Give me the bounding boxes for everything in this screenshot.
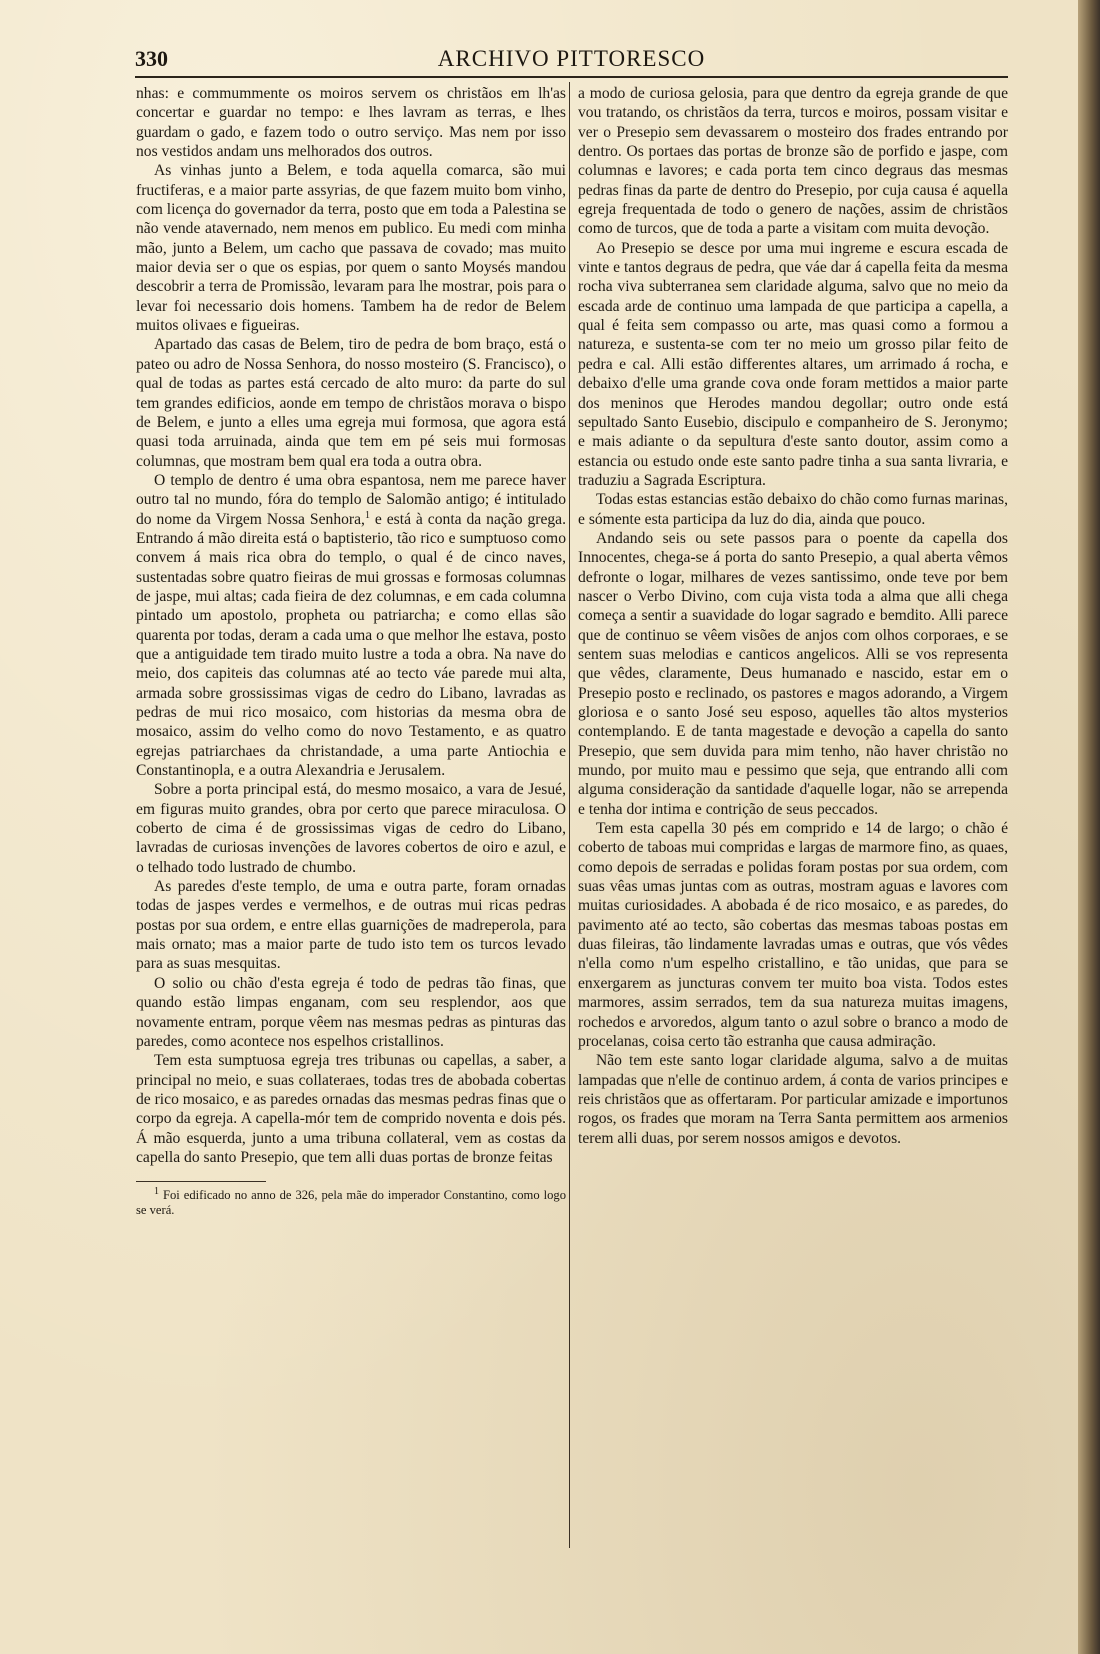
footnote-rule — [136, 1181, 266, 1182]
header-rule — [135, 76, 1008, 78]
paragraph: As paredes d'este templo, de uma e outra parte, foram ornadas todas de jaspes verdes e vermelhos, e de outras mui ricas pedras postas por sua ordem, e entre ellas guarnições de madreperola, para mais ornato; mas a maior parte de tudo isto tem os turcos levado para as suas mesquitas. — [136, 878, 566, 973]
paragraph: Todas estas estancias estão debaixo do chão como furnas marinas, e sómente esta participa da luz do dia, ainda que pouco. — [578, 491, 1009, 528]
footnote-mark: 1 — [154, 1186, 159, 1198]
footnote-text: Foi edificado no anno de 326, pela mãe do imperador Constantino, como logo se verá. — [136, 1188, 566, 1218]
paragraph: Ao Presepio se desce por uma mui ingreme e escura escada de vinte e tantos degraus de pedra, que váe dar á capella feita da mesma rocha viva subterranea sem claridade alguma, salvo que no meio da escada arde de continuo uma lampada de que participa a capella, a qual é feita sem compasso ou arte, mas quasi como a formou a natureza, e sustenta-se com ter no meio um grosso pilar feito de pedra e cal. Alli estão differentes altares, um arrimado á rocha, e debaixo d'elle uma grande cova onde foram mettidos a maior parte dos meninos que Herodes mandou degollar; outro onde está sepultado Santo Eusebio, discipulo e companheiro de S. Jeronymo; e mais adiante o da sepultura d'este santo doutor, assim como a estancia ou estudo onde este santo padre tinha a sua santa livraria, e traduziu a Sagrada Escriptura. — [578, 239, 1008, 489]
column-divider — [569, 82, 570, 1548]
paragraph: Apartado das casas de Belem, tiro de pedra de bom braço, está o pateo ou adro de Nossa Senhora, do nosso mosteiro (S. Francisco), o qual de todas as partes está cercado de alto muro: da parte do sul tem grandes edificios, aonde em tempo de christãos morava o bispo de Belem, e junto a elles uma egreja mui formosa, que agora está quasi toda arruinada, ainda que tem em pé seis mui formosas columnas, que mostram bem qual era toda a outra obra. — [136, 336, 566, 470]
page-edge — [1078, 0, 1100, 1654]
paragraph: Sobre a porta principal está, do mesmo mosaico, a vara de Jesué, em figuras muito grandes, obra por certo que parece miraculosa. O coberto de cima é de grossissimas vigas de cedro do Libano, lavradas de curiosas invenções de lavores cobertos de oiro e azul, e o telhado todo lustrado de chumbo. — [136, 781, 566, 876]
paragraph: Andando seis ou sete passos para o poente da capella dos Innocentes, chega-se á porta do santo Presepio, a qual aberta vêmos defronte o logar, milhares de vezes santissimo, onde teve por bem nascer o Verbo Divino, com cuja vista toda a alma que alli chega começa a sentir a suavidade do logar sagrado e bemdito. Alli parece que de continuo se vêem visões de anjos com olhos corporaes, e se sentem suas melodias e canticos angelicos. Alli se vos representa que vêdes, claramente, Deus humanado e nascido, estar em o Presepio posto e reclinado, os pastores e magos adorando, a Virgem gloriosa e o santo José seu esposo, aquelles tão altos mysterios contemplando. E de tanta magestade e devoção a capella do santo Presepio, que sem duvida para mim tenho, não haver christão no mundo, por muito mau e pessimo que seja, que entrando alli com alguma consideração da santidade d'aquelle logar, não se arrependa e tenha dor intima e contrição de seus peccados. — [578, 529, 1008, 818]
paragraph-text: e está à conta da nação grega. Entrando á mão direita está o baptisterio, tão rico e sumptuoso como convem á mais rica obra do templo, o qual é de cinco naves, sustentadas sobre quatro fieiras de mui grossas e formosas columnas de jaspe, mui altas; cada fieira de dez columnas, e em cada columna pintado um apostolo, propheta ou patriarcha; e como ellas são quarenta por todas, deram a cada uma o que melhor lhe estava, posto que a antiguidade tem tirado muito lustre a toda a obra. Na nave do meio, dos capiteis das columnas até ao tecto váe parede mui alta, armada sobre grossissimas vigas de cedro do Libano, lavradas as pedras de mui rico mosaico, com historias da mesma obra de mosaico, assim do velho como do novo Testamento, e as quatro egrejas patriarchaes da christandade, a uma parte Antiochia e Constantinopla, e a outra Alexandria e Jerusalem. — [136, 510, 567, 780]
paragraph: O solio ou chão d'esta egreja é todo de pedras tão finas, que quando estão limpas enganam, com seu resplendor, aos que novamente entram, porque vêem nas mesmas pedras as pinturas das paredes, como acontece nos espelhos cristallinos. — [136, 974, 566, 1050]
page-header — [135, 46, 1008, 72]
right-column — [578, 84, 1008, 1148]
paragraph — [136, 471, 566, 781]
footnote-reference: 1 — [364, 509, 370, 521]
page-number: 330 — [135, 46, 168, 71]
left-column — [136, 84, 566, 1218]
paragraph: a modo de curiosa gelosia, para que dentro da egreja grande de que vou tratando, os christãos da terra, turcos e moiros, possam visitar e ver o Presepio sem devassarem o mosteiro dos frades entrando por dentro. Os portaes das portas de bronze são de porfido e jaspe, com columnas e lavores; e cada porta tem cinco degraus das mesmas pedras finas da parte de dentro do Presepio, por cuja causa é aquella egreja frequentada de todo o genero de nações, assim de christãos como de turcos, que de toda a parte a visitam com muita devoção. — [578, 85, 1008, 238]
paragraph-text: O templo de dentro é uma obra espantosa, nem me parece haver outro tal no mundo, fóra do templo de Salomão antigo; é intitulado do nome da Virgem Nossa Senhora, — [136, 471, 566, 528]
paragraph: Tem esta capella 30 pés em comprido e 14 de largo; o chão é coberto de taboas mui compridas e largas de marmore fino, as quaes, como depois de serradas e polidas foram postas por sua ordem, com suas vêas umas juntas com as outras, mostram aguas e lavores com muitas curiosidades. A abobada é de rico mosaico, e as paredes, do pavimento até ao tecto, são cobertas das mesmas taboas postas em duas fileiras, tão lindamente lavradas umas e outras, que vós vêdes n'ella como n'um espelho cristallino, e tão unidas, que para se enxergarem as juncturas convem ter muito boa vista. Todos estes marmores, assim serrados, tem da sua natureza muitas imagens, rochedos e arvoredos, algum tanto o azul sobre o branco a modo de procelanas, coisa certo tão estranha que causa admiração. — [578, 820, 1008, 1050]
paragraph: nhas: e commummente os moiros servem os christãos em lh'as concertar e guardar no tempo: e lhes lavram as terras, e lhes guardam o gado, e fazem todo o outro serviço. Mas nem por isso nos vestidos andam uns melhorados dos outros. — [136, 85, 566, 161]
paragraph: Não tem este santo logar claridade alguma, salvo a de muitas lampadas que n'elle de continuo ardem, á conta de varios principes e reis christãos que as offertaram. Por particular amizade e importunos rogos, os frades que moram na Terra Santa permittem aos armenios terem alli duas, por serem nossos amigos e devotos. — [578, 1052, 1008, 1147]
running-title: ARCHIVO PITTORESCO — [437, 46, 706, 71]
paragraph: As vinhas junto a Belem, e toda aquella comarca, são mui fructiferas, e a maior parte assyrias, de que fazem muito bom vinho, com licença do governador da terra, posto que em toda a Palestina se não vende atavernado, nem menos em publico. Eu medi com minha mão, junto a Belem, um cacho que passava de covado; mas muito maior devia ser o que os espias, por quem o santo Moysés mandou descobrir a terra de Promissão, levaram para lhe mostrar, pois para o levar foi necessario dois homens. Tambem ha de redor de Belem muitos olivaes e figueiras. — [136, 162, 566, 335]
footnote — [136, 1188, 566, 1218]
paragraph: Tem esta sumptuosa egreja tres tribunas ou capellas, a saber, a principal no meio, e suas collateraes, todas tres de abobada cobertas de rico mosaico, e as paredes ornadas das mesmas pedras finas que o corpo da egreja. A capella-mór tem de comprido noventa e dois pés. Á mão esquerda, junto a uma tribuna collateral, vem as costas da capella do santo Presepio, que tem alli duas portas de bronze feitas — [136, 1052, 566, 1166]
